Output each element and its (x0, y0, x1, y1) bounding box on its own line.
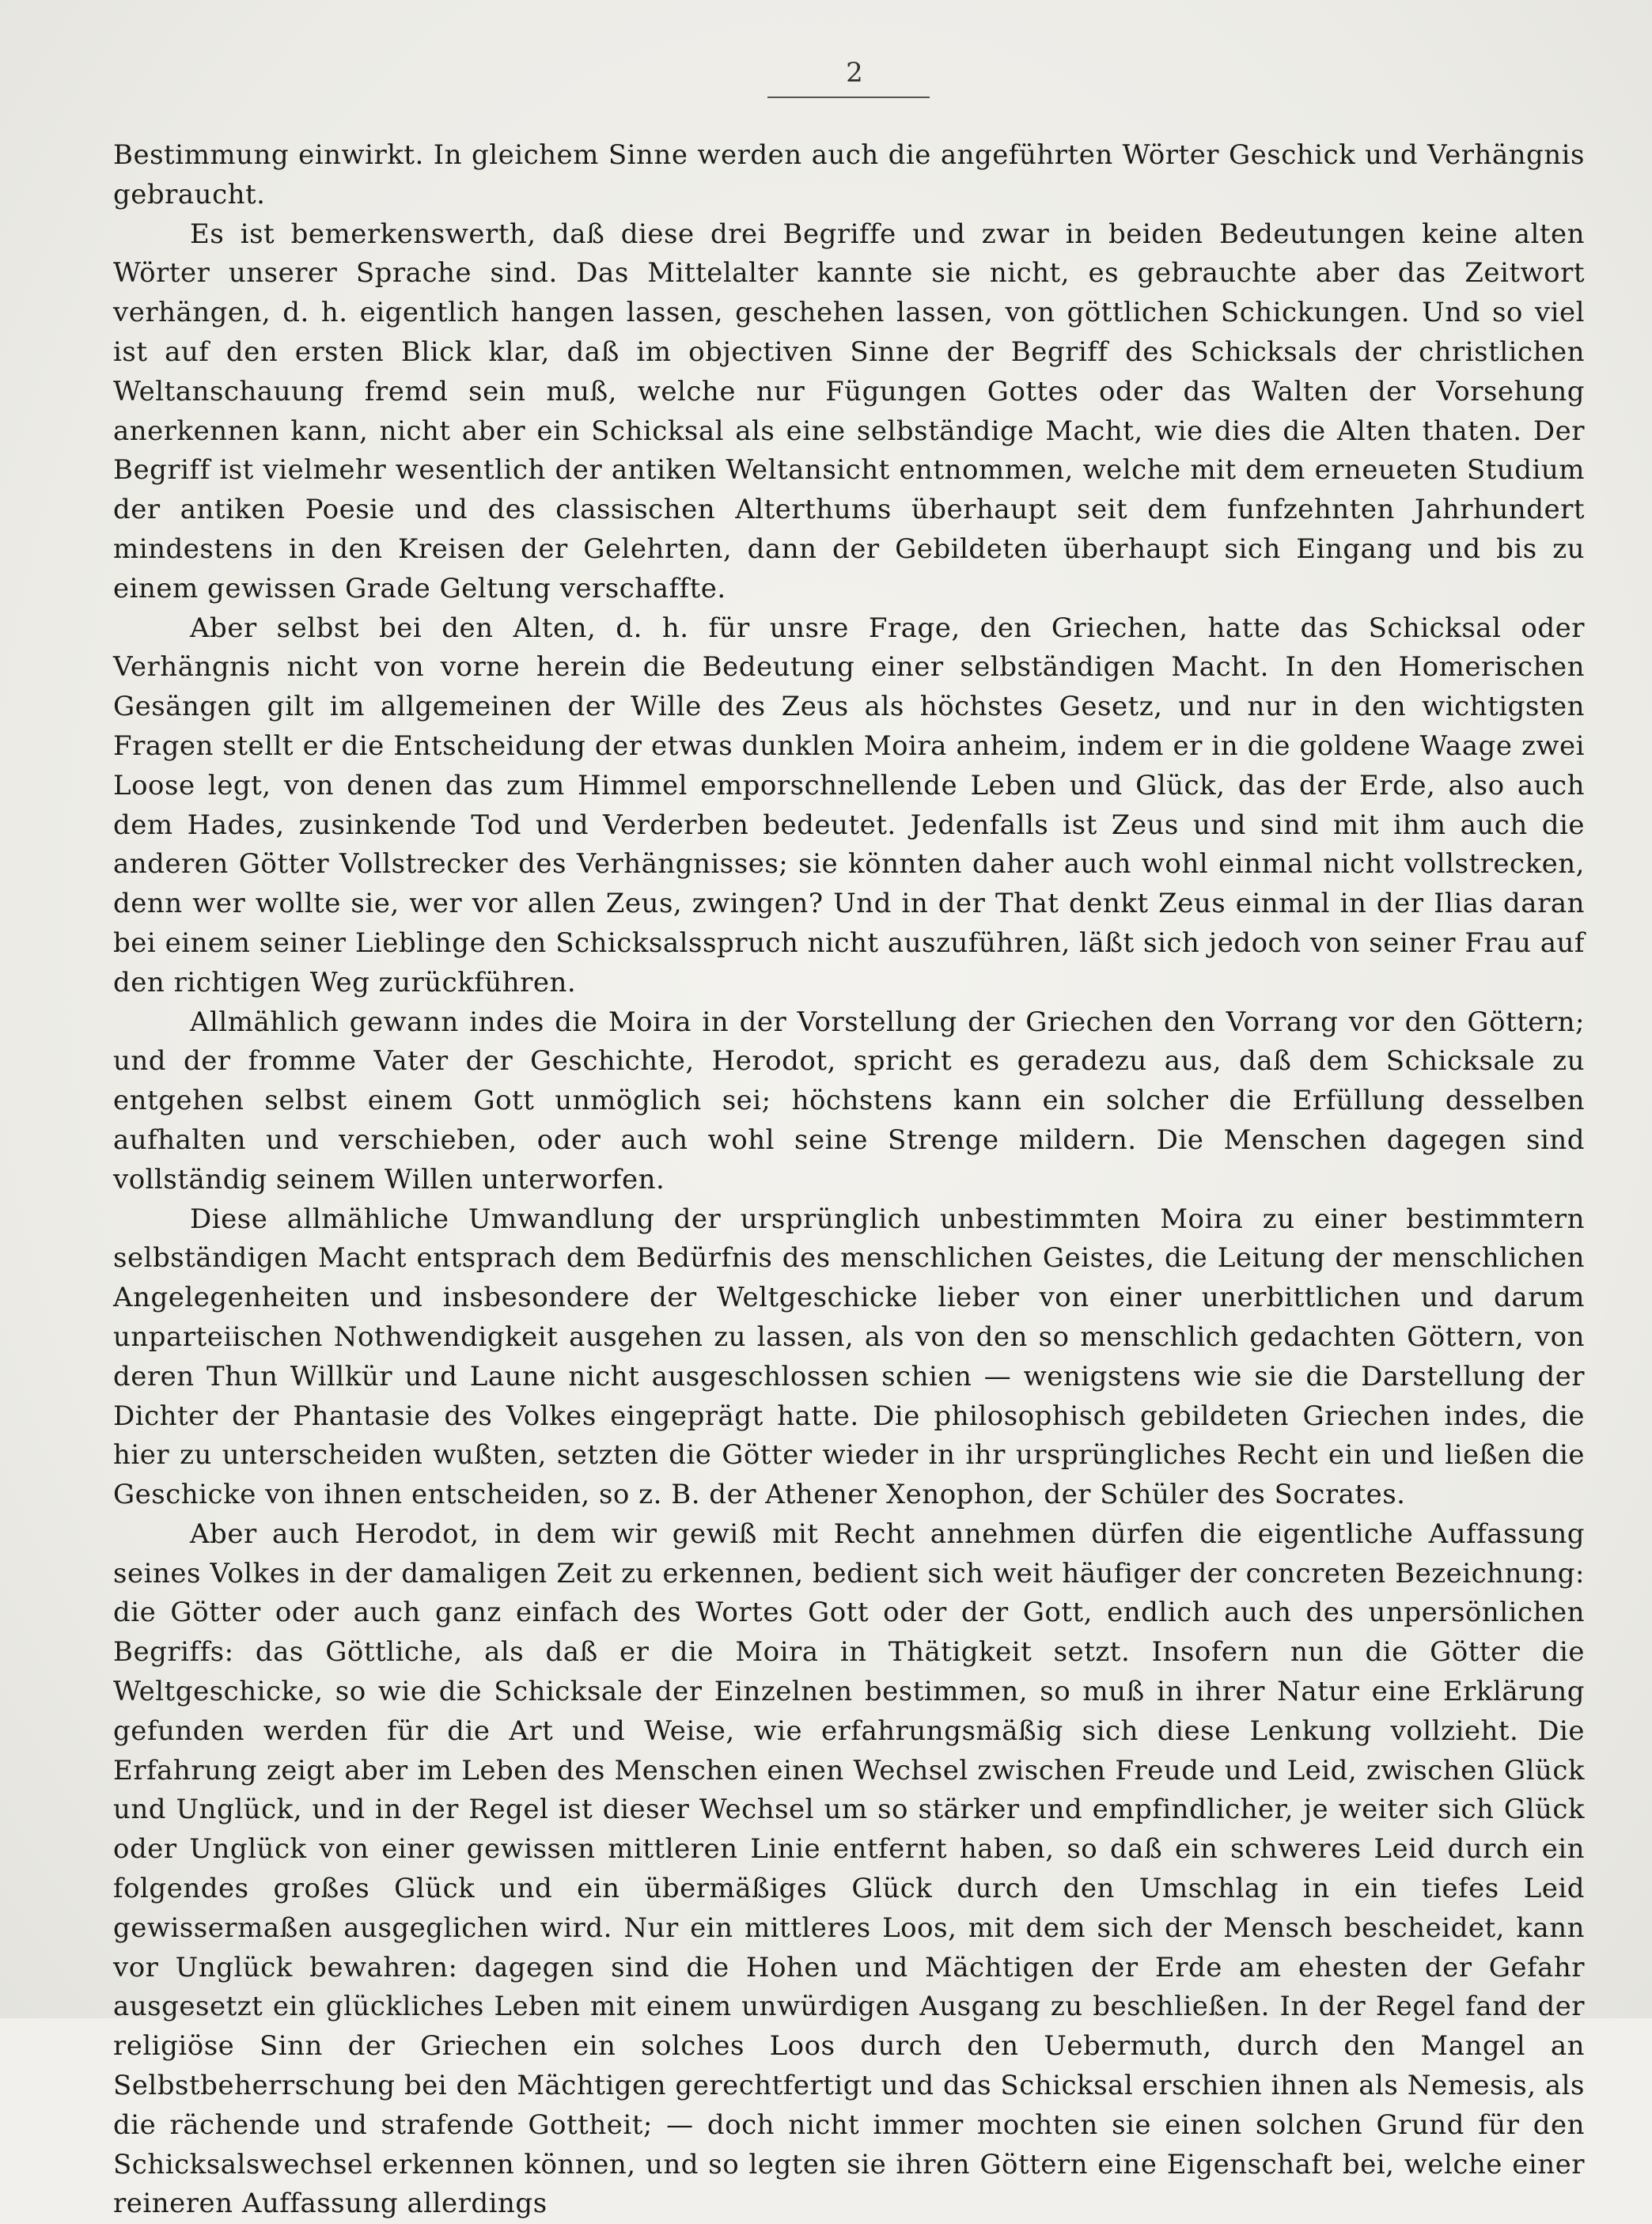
paragraph: Allmählich gewann indes die Moira in der Vorstellung der Griechen den Vorrang vor den Göttern; und der fromme Vater der Geschichte, Herodot, spricht es geradezu aus, daß dem Schicksale zu entgehen selbst einem Gott unmöglich sei; höchstens kann ein solcher die Erfüllung desselben aufhalten und verschieben, oder auch wohl seine Strenge mildern. Die Menschen dagegen sind vollständig seinem Willen unterworfen. (113, 1006, 1585, 1195)
page-number-rule (767, 97, 930, 98)
paragraph: Diese allmähliche Umwandlung der ursprünglich unbestimmten Moira zu einer bestimmtern selbständigen Macht entsprach dem Bedürfnis des menschlichen Geistes, die Leitung der menschlichen Angelegenheiten und insbesondere der Weltgeschicke lieber von einer unerbittlichen und darum unparteiischen Nothwendigkeit ausgehen zu lassen, als von den so menschlich gedachten Göttern, von deren Thun Willkür und Laune nicht ausgeschlossen schien — wenigstens wie sie die Darstellung der Dichter der Phantasie des Volkes eingeprägt hatte. Die philosophisch gebildeten Griechen indes, die hier zu unterscheiden wußten, setzten die Götter wieder in ihr ursprüngliches Recht ein und ließen die Geschicke von ihnen entscheiden, so z. B. der Athener Xenophon, der Schüler des Socrates. (113, 1203, 1585, 1511)
body-text (113, 136, 1585, 2224)
page-number: 2 (846, 57, 863, 89)
paragraph: Aber selbst bei den Alten, d. h. für unsre Frage, den Griechen, hatte das Schicksal oder Verhängnis nicht von vorne herein die Bedeutung einer selbständigen Macht. In den Homerischen Gesängen gilt im allgemeinen der Wille des Zeus als höchstes Gesetz, und nur in den wichtigsten Fragen stellt er die Entscheidung der etwas dunklen Moira anheim, indem er in die goldene Waage zwei Loose legt, von denen das zum Himmel emporschnellende Leben und Glück, das der Erde, also auch dem Hades, zusinkende Tod und Verderben bedeutet. Jedenfalls ist Zeus und sind mit ihm auch die anderen Götter Vollstrecker des Verhängnisses; sie könnten daher auch wohl einmal nicht vollstrecken, denn wer wollte sie, wer vor allen Zeus, zwingen? Und in der That denkt Zeus einmal in der Ilias daran bei einem seiner Lieblinge den Schicksalsspruch nicht auszuführen, läßt sich jedoch von seiner Frau auf den richtigen Weg zurückführen. (113, 612, 1585, 998)
paragraph: Aber auch Herodot, in dem wir gewiß mit Recht annehmen dürfen die eigentliche Auffassung seines Volkes in der damaligen Zeit zu erkennen, bedient sich weit häufiger der concreten Bezeichnung: die Götter oder auch ganz einfach des Wortes Gott oder der Gott, endlich auch des unpersönlichen Begriffs: das Göttliche, als daß er die Moira in Thätigkeit setzt. Insofern nun die Götter die Weltgeschicke, so wie die Schicksale der Einzelnen bestimmen, so muß in ihrer Natur eine Erklärung gefunden werden für die Art und Weise, wie erfahrungsmäßig sich diese Lenkung vollzieht. Die Erfahrung zeigt aber im Leben des Menschen einen Wechsel zwischen Freude und Leid, zwischen Glück und Unglück, und in der Regel ist dieser Wechsel um so stärker und empfindlicher, je weiter sich Glück oder Unglück von einer gewissen mittleren Linie entfernt haben, so daß ein schweres Leid durch ein folgendes großes Glück und ein übermäßiges Glück durch den Umschlag in ein tiefes Leid gewissermaßen ausgeglichen wird. Nur ein mittleres Loos, mit dem sich der Mensch bescheidet, kann vor Unglück bewahren: dagegen sind die Hohen und Mächtigen der Erde am ehesten der Gefahr ausgesetzt ein glückliches Leben mit einem unwürdigen Ausgang zu beschließen. In der Regel fand der religiöse Sinn der Griechen ein solches Loos durch den Uebermuth, durch den Mangel an Selbstbeherrschung bei den Mächtigen gerechtfertigt und das Schicksal erschien ihnen als Nemesis, als die rächende und strafende Gottheit; — doch nicht immer mochten sie einen solchen Grund für den Schicksalswechsel erkennen können, und so legten sie ihren Göttern eine Eigenschaft bei, welche einer reineren Auffassung allerdings (113, 1517, 1585, 2220)
paragraph: Es ist bemerkenswerth, daß diese drei Begriffe und zwar in beiden Bedeutungen keine alten Wörter unserer Sprache sind. Das Mittelalter kannte sie nicht, es gebrauchte aber das Zeitwort verhängen, d. h. eigentlich hangen lassen, geschehen lassen, von göttlichen Schickungen. Und so viel ist auf den ersten Blick klar, daß im objectiven Sinne der Begriff des Schicksals der christlichen Weltanschauung fremd sein muß, welche nur Fügungen Gottes oder das Walten der Vorsehung anerkennen kann, nicht aber ein Schicksal als eine selbständige Macht, wie dies die Alten thaten. Der Begriff ist vielmehr wesentlich der antiken Weltansicht entnommen, welche mit dem erneueten Studium der antiken Poesie und des classischen Alterthums überhaupt seit dem funfzehnten Jahrhundert mindestens in den Kreisen der Gelehrten, dann der Gebildeten überhaupt sich Eingang und bis zu einem gewissen Grade Geltung verschaffte. (113, 218, 1585, 604)
paragraph: Bestimmung einwirkt. In gleichem Sinne werden auch die angeführten Wörter Geschick und Verhängnis gebraucht. (113, 139, 1585, 210)
